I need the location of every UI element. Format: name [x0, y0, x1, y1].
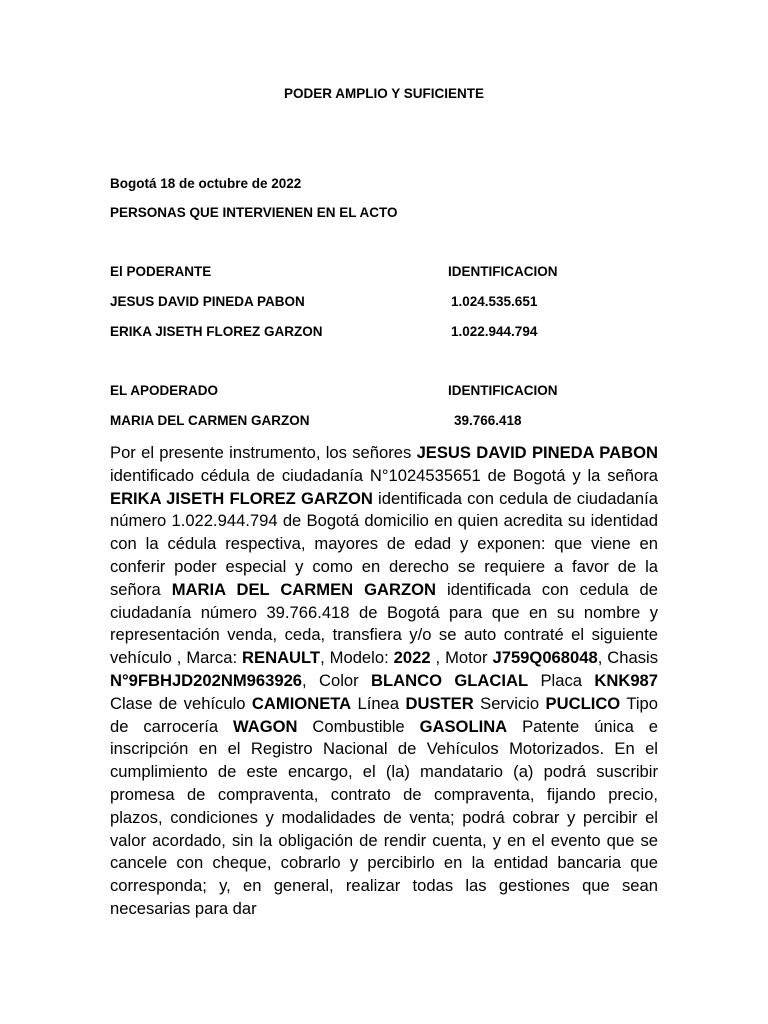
- bold-run: JESUS DAVID PINEDA PABON: [416, 443, 658, 462]
- attorney-id-label: IDENTIFICACION: [448, 383, 558, 398]
- text-run: , Color: [302, 670, 372, 690]
- grantor-id-label: IDENTIFICACION: [448, 264, 558, 279]
- text-run: Servicio: [473, 693, 546, 713]
- date-line: Bogotá 18 de octubre de 2022: [110, 176, 302, 191]
- bold-run: PUCLICO: [545, 693, 621, 713]
- bold-run: WAGON: [232, 716, 298, 736]
- bold-run: J759Q068048: [492, 648, 598, 668]
- bold-run: KNK987: [594, 670, 659, 690]
- text-run: , Chasis: [597, 648, 658, 668]
- attorney-name: MARIA DEL CARMEN GARZON: [110, 413, 310, 428]
- text-run: identificado cédula de ciudadanía N°1024535651 de Bogotá y la señora: [110, 465, 658, 485]
- grantor-label: El PODERANTE: [110, 264, 212, 279]
- grantor-name: ERIKA JISETH FLOREZ GARZON: [110, 324, 323, 339]
- bold-run: GASOLINA: [419, 716, 508, 736]
- bold-run: MARIA DEL CARMEN GARZON: [171, 579, 437, 599]
- bold-run: N°9FBHJD202NM963926: [110, 670, 303, 690]
- text-run: Patente única e inscripción en el Registro Nacional de Vehículos Motorizados. En el cumplimiento de este encargo, el (la) mandatario (a) podrá suscribir promesa de compraventa, contrato de compraventa, fijando precio, plazos, condiciones y modalidades de venta; podrá cobrar y percibir el valor acordado, sin la obligación de rendir cuenta, y en el evento que se cancele con cheque, cobrarlo y percibirlo en la entidad bancaria que corresponda; y, en general, realizar todas las gestiones que sean necesarias para dar: [110, 716, 659, 918]
- bold-run: DUSTER: [405, 693, 474, 713]
- text-run: Línea: [351, 693, 406, 713]
- text-run: Placa: [528, 670, 595, 690]
- parties-heading: PERSONAS QUE INTERVIENEN EN EL ACTO: [110, 205, 398, 220]
- grantor-id: 1.022.944.794: [451, 324, 538, 339]
- document-title: PODER AMPLIO Y SUFICIENTE: [283, 86, 485, 101]
- bold-run: RENAULT: [242, 648, 321, 668]
- text-run: , Modelo:: [320, 648, 394, 668]
- text-run: Clase de vehículo: [110, 693, 252, 713]
- grantor-id: 1.024.535.651: [451, 294, 538, 309]
- text-run: identificada con cedula de ciudadanía número 39.766.418 de Bogotá para que en su nombre y representación venda, ceda, transfiera y/o se auto contraté el siguiente vehículo , Marca:: [110, 579, 658, 668]
- bold-run: CAMIONETA: [251, 693, 352, 713]
- text-run: Por el presente instrumento, los señores: [110, 443, 417, 462]
- text-run: , Motor: [430, 648, 493, 668]
- bold-run: ERIKA JISETH FLOREZ GARZON: [110, 488, 373, 508]
- bold-run: BLANCO GLACIAL: [371, 670, 529, 690]
- attorney-label: EL APODERADO: [110, 383, 219, 398]
- attorney-id: 39.766.418: [454, 413, 522, 428]
- text-run: Tipo de carrocería: [110, 693, 658, 736]
- body-paragraph: [110, 442, 658, 921]
- text-run: Combustible: [297, 716, 420, 736]
- text-run: identificada con cedula de ciudadanía número 1.022.944.794 de Bogotá domicilio en quien acredita su identidad con la cédula respectiva, mayores de edad y exponen: que viene en conferir poder especial y como en derecho se requiere a favor de la señora: [110, 488, 658, 599]
- bold-run: 2022: [393, 648, 431, 668]
- grantor-name: JESUS DAVID PINEDA PABON: [110, 294, 305, 309]
